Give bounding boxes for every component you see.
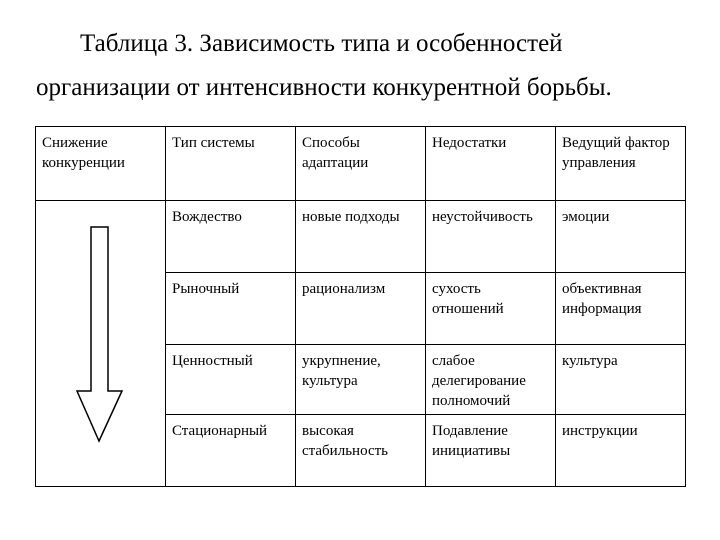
row4-adaptation: высокая стабильность [296, 415, 426, 487]
row1-adaptation: новые подходы [296, 201, 426, 273]
header-drawbacks: Недостатки [426, 127, 556, 201]
row4-system-type: Стационарный [166, 415, 296, 487]
header-decreasing-competition: Снижение конкуренции [36, 127, 166, 201]
row2-drawback: сухость отношений [426, 273, 556, 345]
row1-drawback: неустойчивость [426, 201, 556, 273]
row4-leading-factor: инструкции [556, 415, 686, 487]
header-system-type: Тип системы [166, 127, 296, 201]
header-row [36, 127, 686, 201]
row1-system-type: Вождество [166, 201, 296, 273]
title-line-2: организации от интенсивности конкурентной борьбы. [36, 74, 612, 101]
row2-leading-factor: объективная информация [556, 273, 686, 345]
table-row [36, 201, 686, 273]
arrow-cell [36, 201, 166, 487]
comparison-table [35, 126, 686, 487]
header-adaptation-methods: Способы адаптации [296, 127, 426, 201]
row2-system-type: Рыночный [166, 273, 296, 345]
row3-drawback: слабое делегирование полномочий [426, 345, 556, 415]
table-title [0, 22, 720, 110]
down-arrow-icon [36, 201, 166, 487]
row3-adaptation: укрупнение, культура [296, 345, 426, 415]
row2-adaptation: рационализм [296, 273, 426, 345]
row3-system-type: Ценностный [166, 345, 296, 415]
title-line-1: Таблица 3. Зависимость типа и особенностей [80, 30, 563, 57]
row4-drawback: Подавление инициативы [426, 415, 556, 487]
header-leading-factor: Ведущий фактор управления [556, 127, 686, 201]
row3-leading-factor: культура [556, 345, 686, 415]
row1-leading-factor: эмоции [556, 201, 686, 273]
